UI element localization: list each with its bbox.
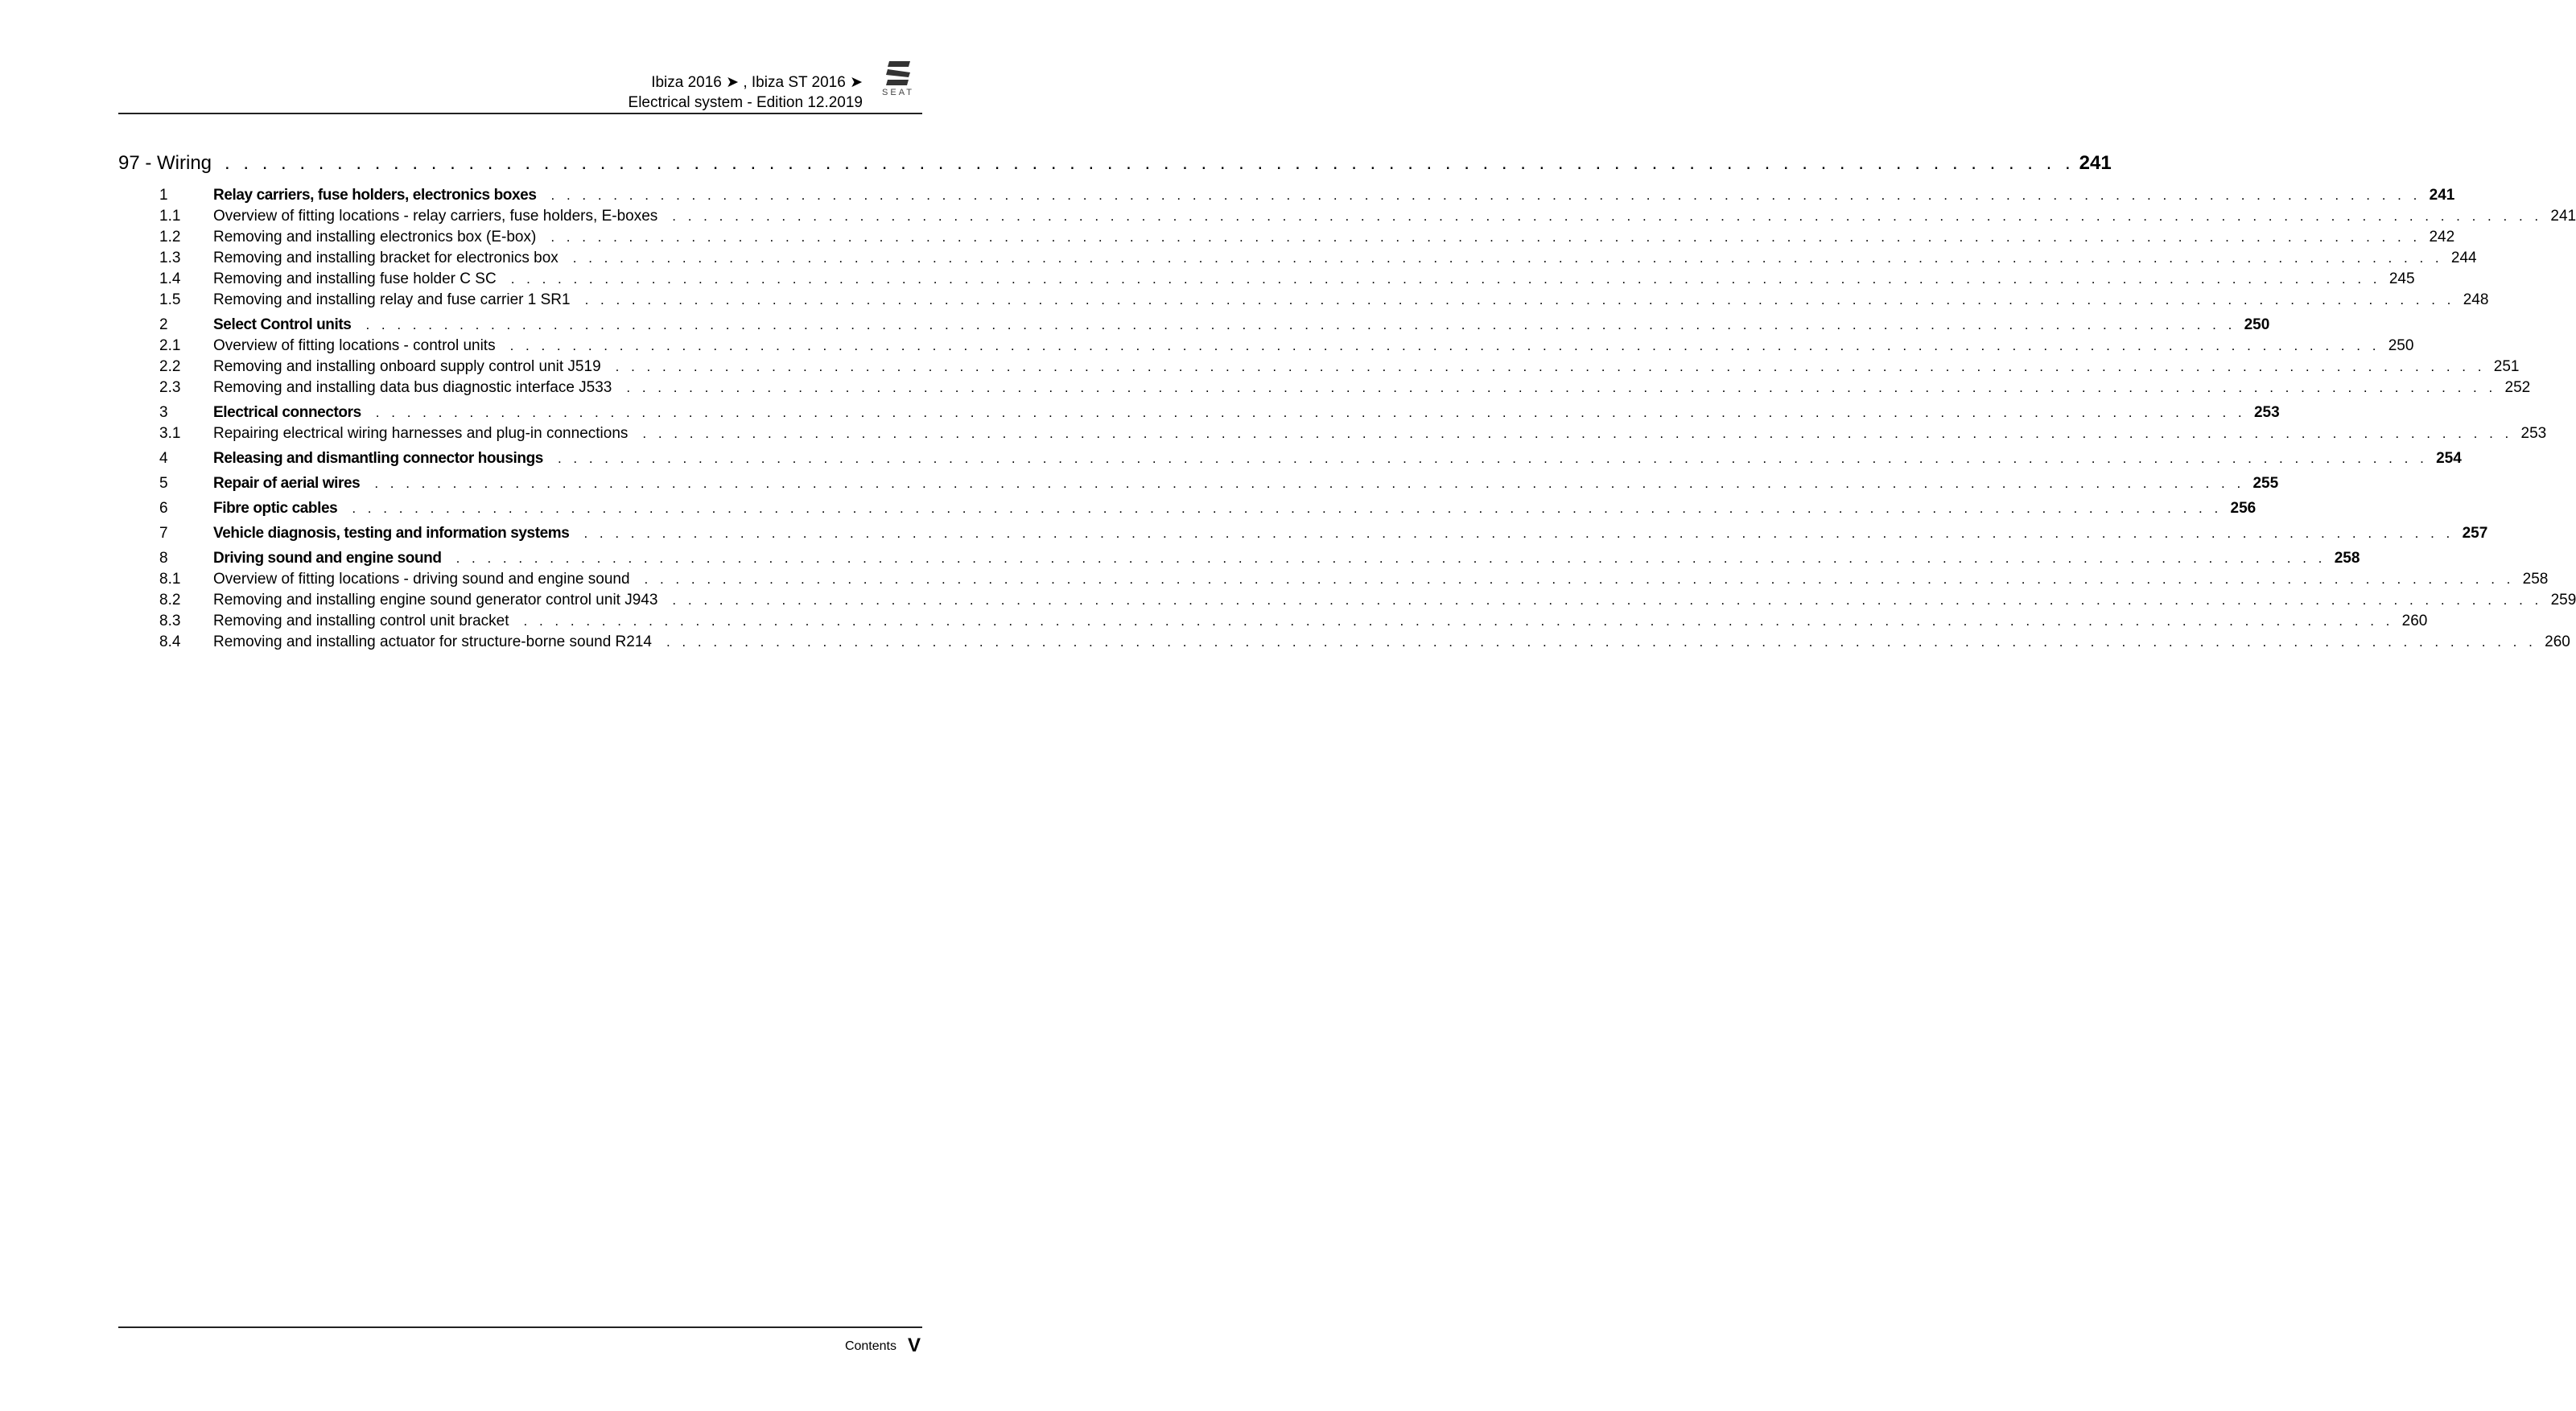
dot-leader: . . . . . . . . . . . . . . . . . . . . . . . . . . . . . . . . . . . . . . . . . . . . . . . . . . . . . . . . . . . . . . . . . . . . . . . . . . . . . . . . . . . . . . . . . . . . . . . . . . . . . . . . . . . . . . . . . . . . . . . . xyxy=(550,229,2421,245)
toc-entry[interactable] xyxy=(118,500,2257,521)
dot-leader: . . . . . . . . . . . . . . . . . . . . . . . . . . . . . . . . . . . . . . . . . . . . . . . . . . . . . . . . . . . . . . . . . . . . . . . . . . . . . . . . . . . . . . . . . . . . . . . . . . . . . . . . . . . . . . . . . . . . . . . . xyxy=(584,292,2455,307)
entry-number: 4 xyxy=(159,450,168,467)
entry-title: Removing and installing relay and fuse carrier 1 SR1 xyxy=(213,291,571,308)
dot-leader: . . . . . . . . . . . . . . . . . . . . . . . . . . . . . . . . . . . . . . . . . . . . . . . . . . . . . . . . . . . . . . . . . . . . . . . . . . . . . . . . . . . . . . . . . . . . . . . . . . . . . . . . . . . . . . . . . . . . . . . . xyxy=(583,526,2454,541)
entry-number: 2.3 xyxy=(159,379,181,396)
entry-number: 8.1 xyxy=(159,571,181,588)
dot-leader: . . . . . . . . . . . . . . . . . . . . . . . . . . . . . . . . . . . . . . . . . . . . . . . . . . . . . . . . . . . . . . . . . . . . . . . . . . . . . . . . . . . . . . . . . . . . . . . . . . . . . . . . . . . . . . . . . . . . . . . . xyxy=(510,271,2381,287)
seat-logo-icon xyxy=(878,60,918,87)
entry-title: Removing and installing control unit bracket xyxy=(213,613,509,629)
header-models: Ibiza 2016 ➤ , Ibiza ST 2016 ➤ xyxy=(651,74,863,91)
entry-title: Vehicle diagnosis, testing and information systems xyxy=(213,525,570,542)
dot-leader: . . . . . . . . . . . . . . . . . . . . . . . . . . . . . . . . . . . . . . . . . . . . . . . . . . . . . . . . . . . . . . . . . . . . . . . . . . . . . . . . . . . . . . . . . . . . . . . . . . . xyxy=(225,152,2075,174)
entry-title: Releasing and dismantling connector housings xyxy=(213,450,543,467)
entry-number: 2 xyxy=(159,316,168,333)
logo-wordmark: SEAT xyxy=(882,88,914,97)
entry-page: 252 xyxy=(2504,379,2531,396)
entry-title: Overview of fitting locations - driving sound and engine sound xyxy=(213,571,630,588)
entry-page: 260 xyxy=(2545,633,2570,650)
toc-entry[interactable] xyxy=(118,291,2489,312)
toc-entry[interactable] xyxy=(118,379,2531,400)
entry-number: 8.2 xyxy=(159,592,181,609)
entry-page: 250 xyxy=(2388,337,2414,354)
entry-page: 258 xyxy=(2522,571,2549,588)
entry-page: 254 xyxy=(2436,450,2462,467)
toc-entry[interactable] xyxy=(118,187,2455,208)
entry-page: 242 xyxy=(2429,229,2455,245)
entry-page: 245 xyxy=(2388,270,2415,287)
entry-number: 2.2 xyxy=(159,358,181,375)
dot-leader: . . . . . . . . . . . . . . . . . . . . . . . . . . . . . . . . . . . . . . . . . . . . . . . . . . . . . . . . . . . . . . . . . . . . . . . . . . . . . . . . . . . . . . . . . . . . . . . . . . . . . . . . . . . . . . . . . . . . . . . . xyxy=(455,551,2327,566)
dot-leader: . . . . . . . . . . . . . . . . . . . . . . . . . . . . . . . . . . . . . . . . . . . . . . . . . . . . . . . . . . . . . . . . . . . . . . . . . . . . . . . . . . . . . . . . . . . . . . . . . . . . . . . . . . . . . . . . . . . . . . . . xyxy=(572,250,2443,266)
toc-entry[interactable] xyxy=(118,450,2462,471)
entry-page: 255 xyxy=(2252,475,2279,492)
chapter-title: 97 - Wiring xyxy=(118,152,212,174)
toc-entry[interactable] xyxy=(118,208,2576,229)
toc-entry[interactable] xyxy=(118,592,2576,613)
entry-page: 259 xyxy=(2550,592,2576,609)
entry-number: 1.1 xyxy=(159,208,181,225)
toc-entry[interactable] xyxy=(118,404,2280,425)
entry-title: Driving sound and engine sound xyxy=(213,550,442,567)
dot-leader: . . . . . . . . . . . . . . . . . . . . . . . . . . . . . . . . . . . . . . . . . . . . . . . . . . . . . . . . . . . . . . . . . . . . . . . . . . . . . . . . . . . . . . . . . . . . . . . . . . . . . . . . . . . . . . . . . . . . . . . . xyxy=(644,571,2515,587)
entry-title: Select Control units xyxy=(213,316,352,333)
entry-title: Overview of fitting locations - relay carriers, fuse holders, E-boxes xyxy=(213,208,658,225)
header-subtitle: Electrical system - Edition 12.2019 xyxy=(628,94,863,111)
toc-entry[interactable] xyxy=(118,250,2477,270)
entry-title: Removing and installing data bus diagnostic interface J533 xyxy=(213,379,612,396)
entry-number: 1.2 xyxy=(159,229,181,245)
dot-leader: . . . . . . . . . . . . . . . . . . . . . . . . . . . . . . . . . . . . . . . . . . . . . . . . . . . . . . . . . . . . . . . . . . . . . . . . . . . . . . . . . . . . . . . . . . . . . . . . . . . . . . . . . . . . . . . . . . . . . . . . xyxy=(557,451,2428,466)
seat-logo xyxy=(878,60,918,100)
entry-number: 5 xyxy=(159,475,168,492)
entry-number: 1 xyxy=(159,187,168,204)
entry-number: 6 xyxy=(159,500,168,517)
toc-entry[interactable] xyxy=(118,613,2428,633)
table-of-contents xyxy=(118,152,2576,654)
entry-page: 248 xyxy=(2463,291,2489,308)
entry-title: Removing and installing actuator for structure-borne sound R214 xyxy=(213,633,652,650)
dot-leader: . . . . . . . . . . . . . . . . . . . . . . . . . . . . . . . . . . . . . . . . . . . . . . . . . . . . . . . . . . . . . . . . . . . . . . . . . . . . . . . . . . . . . . . . . . . . . . . . . . . . . . . . . . . . . . . . . . . . . . . . xyxy=(642,426,2513,441)
entry-number: 1.3 xyxy=(159,250,181,266)
dot-leader: . . . . . . . . . . . . . . . . . . . . . . . . . . . . . . . . . . . . . . . . . . . . . . . . . . . . . . . . . . . . . . . . . . . . . . . . . . . . . . . . . . . . . . . . . . . . . . . . . . . . . . . . . . . . . . . . . . . . . . . . xyxy=(550,188,2421,203)
entry-number: 8.3 xyxy=(159,613,181,629)
entry-page: 241 xyxy=(2429,187,2455,204)
entry-page: 241 xyxy=(2550,208,2576,225)
page-header xyxy=(629,72,863,113)
toc-entry[interactable] xyxy=(118,475,2279,496)
toc-entry[interactable] xyxy=(118,550,2360,571)
header-divider xyxy=(118,113,922,114)
dot-leader: . . . . . . . . . . . . . . . . . . . . . . . . . . . . . . . . . . . . . . . . . . . . . . . . . . . . . . . . . . . . . . . . . . . . . . . . . . . . . . . . . . . . . . . . . . . . . . . . . . . . . . . . . . . . . . . . . . . . . . . . xyxy=(509,338,2380,353)
entry-number: 1.5 xyxy=(159,291,181,308)
entry-number: 7 xyxy=(159,525,168,542)
entry-number: 8.4 xyxy=(159,633,181,650)
entry-number: 3.1 xyxy=(159,425,181,442)
chapter-page: 241 xyxy=(2079,152,2112,174)
entry-page: 257 xyxy=(2462,525,2488,542)
entry-title: Overview of fitting locations - control units xyxy=(213,337,496,354)
chapter-entry[interactable] xyxy=(118,152,2112,183)
toc-entry[interactable] xyxy=(118,229,2455,250)
dot-leader: . . . . . . . . . . . . . . . . . . . . . . . . . . . . . . . . . . . . . . . . . . . . . . . . . . . . . . . . . . . . . . . . . . . . . . . . . . . . . . . . . . . . . . . . . . . . . . . . . . . . . . . . . . . . . . . . . . . . . . . . xyxy=(523,613,2394,629)
entry-title: Removing and installing electronics box (E-box) xyxy=(213,229,537,245)
dot-leader: . . . . . . . . . . . . . . . . . . . . . . . . . . . . . . . . . . . . . . . . . . . . . . . . . . . . . . . . . . . . . . . . . . . . . . . . . . . . . . . . . . . . . . . . . . . . . . . . . . . . . . . . . . . . . . . . . . . . . . . . xyxy=(672,208,2543,224)
entry-number: 3 xyxy=(159,404,168,421)
entry-title: Electrical connectors xyxy=(213,404,361,421)
entry-title: Removing and installing onboard supply control unit J519 xyxy=(213,358,601,375)
toc-entry[interactable] xyxy=(118,633,2570,654)
footer-page-number: V xyxy=(907,1335,921,1356)
toc-entry[interactable] xyxy=(118,316,2270,337)
dot-leader: . . . . . . . . . . . . . . . . . . . . . . . . . . . . . . . . . . . . . . . . . . . . . . . . . . . . . . . . . . . . . . . . . . . . . . . . . . . . . . . . . . . . . . . . . . . . . . . . . . . . . . . . . . . . . . . . . . . . . . . . xyxy=(626,380,2497,395)
entry-page: 250 xyxy=(2244,316,2270,333)
toc-entry[interactable] xyxy=(118,571,2549,592)
dot-leader: . . . . . . . . . . . . . . . . . . . . . . . . . . . . . . . . . . . . . . . . . . . . . . . . . . . . . . . . . . . . . . . . . . . . . . . . . . . . . . . . . . . . . . . . . . . . . . . . . . . . . . . . . . . . . . . . . . . . . . . . xyxy=(374,476,2245,491)
dot-leader: . . . . . . . . . . . . . . . . . . . . . . . . . . . . . . . . . . . . . . . . . . . . . . . . . . . . . . . . . . . . . . . . . . . . . . . . . . . . . . . . . . . . . . . . . . . . . . . . . . . . . . . . . . . . . . . . . . . . . . . . xyxy=(615,359,2486,374)
dot-leader: . . . . . . . . . . . . . . . . . . . . . . . . . . . . . . . . . . . . . . . . . . . . . . . . . . . . . . . . . . . . . . . . . . . . . . . . . . . . . . . . . . . . . . . . . . . . . . . . . . . . . . . . . . . . . . . . . . . . . . . . xyxy=(365,317,2236,332)
entry-number: 1.4 xyxy=(159,270,181,287)
entry-title: Repair of aerial wires xyxy=(213,475,361,492)
entry-title: Repairing electrical wiring harnesses and plug-in connections xyxy=(213,425,629,442)
entry-title: Fibre optic cables xyxy=(213,500,338,517)
entry-title: Removing and installing bracket for electronics box xyxy=(213,250,558,266)
toc-entry[interactable] xyxy=(118,270,2415,291)
dot-leader: . . . . . . . . . . . . . . . . . . . . . . . . . . . . . . . . . . . . . . . . . . . . . . . . . . . . . . . . . . . . . . . . . . . . . . . . . . . . . . . . . . . . . . . . . . . . . . . . . . . . . . . . . . . . . . . . . . . . . . . . xyxy=(672,592,2543,608)
entry-number: 8 xyxy=(159,550,168,567)
toc-entry[interactable] xyxy=(118,425,2547,446)
footer-label: Contents xyxy=(844,1339,896,1353)
toc-entry[interactable] xyxy=(118,337,2414,358)
dot-leader: . . . . . . . . . . . . . . . . . . . . . . . . . . . . . . . . . . . . . . . . . . . . . . . . . . . . . . . . . . . . . . . . . . . . . . . . . . . . . . . . . . . . . . . . . . . . . . . . . . . . . . . . . . . . . . . . . . . . . . . . xyxy=(666,634,2537,650)
entry-page: 260 xyxy=(2401,613,2428,629)
dot-leader: . . . . . . . . . . . . . . . . . . . . . . . . . . . . . . . . . . . . . . . . . . . . . . . . . . . . . . . . . . . . . . . . . . . . . . . . . . . . . . . . . . . . . . . . . . . . . . . . . . . . . . . . . . . . . . . . . . . . . . . . xyxy=(352,501,2223,516)
toc-entry[interactable] xyxy=(118,525,2488,546)
entry-page: 253 xyxy=(2520,425,2547,442)
entry-page: 251 xyxy=(2493,358,2520,375)
footer-divider xyxy=(118,1326,922,1328)
dot-leader: . . . . . . . . . . . . . . . . . . . . . . . . . . . . . . . . . . . . . . . . . . . . . . . . . . . . . . . . . . . . . . . . . . . . . . . . . . . . . . . . . . . . . . . . . . . . . . . . . . . . . . . . . . . . . . . . . . . . . . . . xyxy=(375,405,2246,420)
toc-entry[interactable] xyxy=(118,358,2520,379)
entry-title: Removing and installing engine sound generator control unit J943 xyxy=(213,592,658,609)
entry-page: 253 xyxy=(2253,404,2280,421)
entry-title: Removing and installing fuse holder C SC xyxy=(213,270,497,287)
entry-title: Relay carriers, fuse holders, electronics boxes xyxy=(213,187,537,204)
entry-page: 258 xyxy=(2334,550,2360,567)
entry-page: 256 xyxy=(2230,500,2257,517)
entry-page: 244 xyxy=(2450,250,2477,266)
entry-number: 2.1 xyxy=(159,337,181,354)
